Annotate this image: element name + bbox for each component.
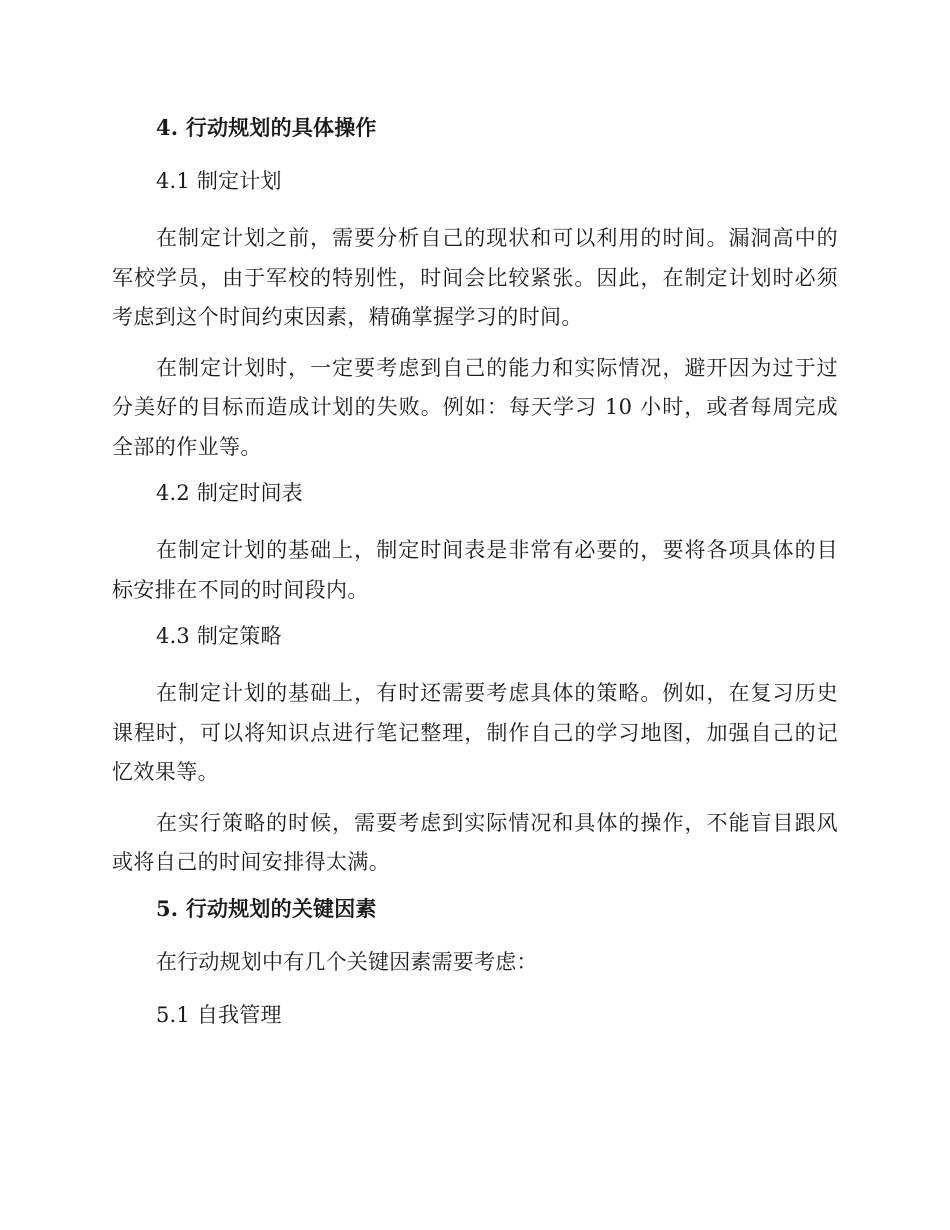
paragraph: 在制定计划之前，需要分析自己的现状和可以利用的时间。漏洞高中的军校学员，由于军校的特别性，时间会比较紧张。因此，在制定计划时必须考虑到这个时间约束因素，精确掌握学习的时间。 xyxy=(112,226,838,329)
section-heading: 4. 行动规划的具体操作 xyxy=(156,115,377,140)
paragraph: 在实行策略的时候，需要考虑到实际情况和具体的操作，不能盲目跟风或将自己的时间安排得太满。 xyxy=(112,810,838,874)
subsection-title: 5.1 自我管理 xyxy=(156,1002,282,1027)
paragraph: 在制定计划时，一定要考虑到自己的能力和实际情况，避开因为过于过分美好的目标而造成计划的失败。例如：每天学习 10 小时，或者每周完成全部的作业等。 xyxy=(112,355,838,459)
subsection-4-1 xyxy=(112,166,838,467)
subsection-5-1 xyxy=(112,1000,838,1030)
section-intro: 在行动规划中有几个关键因素需要考虑： xyxy=(156,949,538,974)
section-5 xyxy=(112,894,838,1030)
subsection-4-2 xyxy=(112,478,838,610)
subsection-title: 4.3 制定策略 xyxy=(156,624,282,648)
paragraph: 在制定计划的基础上，有时还需要考虑具体的策略。例如，在复习历史课程时，可以将知识点进行笔记整理，制作自己的学习地图，加强自己的记忆效果等。 xyxy=(112,681,838,784)
section-4 xyxy=(112,113,838,883)
section-heading: 5. 行动规划的关键因素 xyxy=(156,895,377,921)
subsection-title: 4.2 制定时间表 xyxy=(156,481,303,505)
subsection-4-3 xyxy=(112,621,838,883)
paragraph: 在制定计划的基础上，制定时间表是非常有必要的，要将各项具体的目标安排在不同的时间段内。 xyxy=(112,538,838,602)
subsection-title: 4.1 制定计划 xyxy=(156,169,282,193)
